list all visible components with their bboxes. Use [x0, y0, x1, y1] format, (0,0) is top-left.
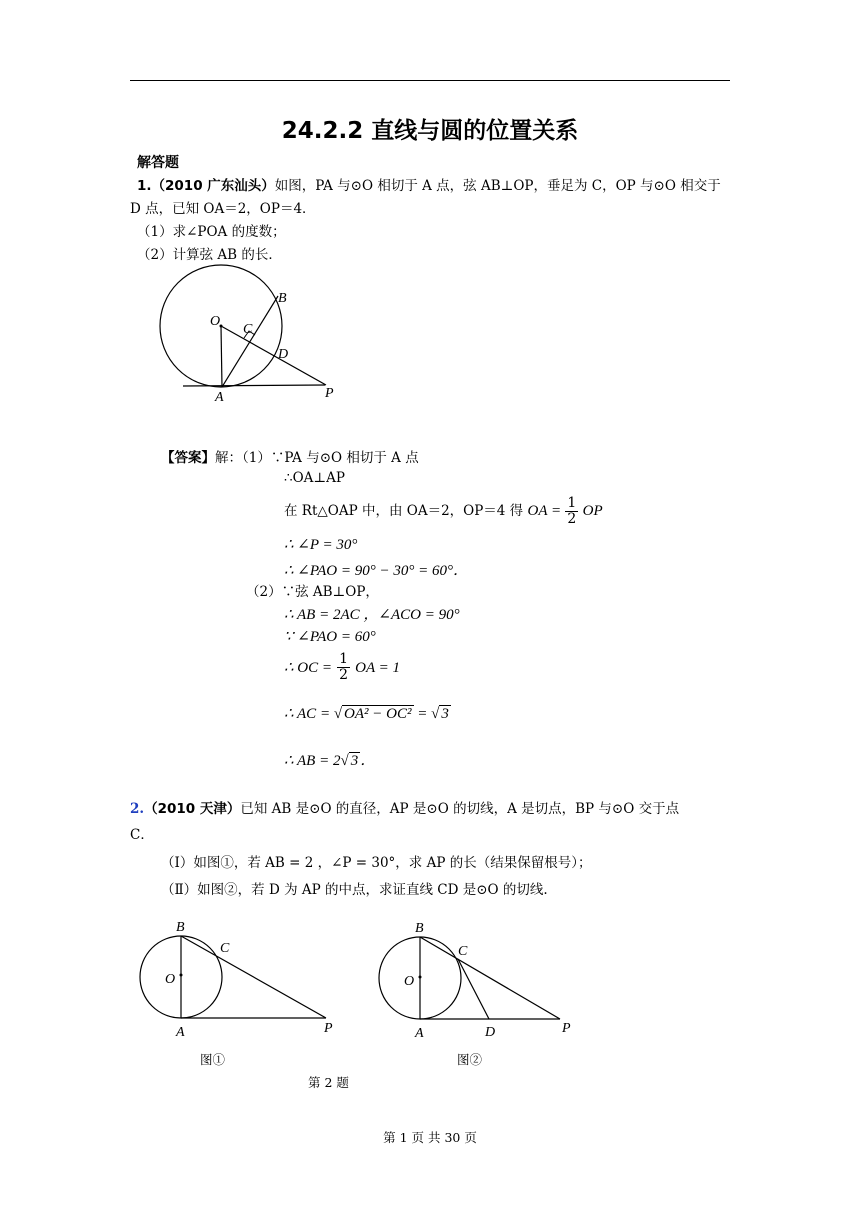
answer1-part2-step4: [284, 704, 451, 723]
fig2-label-d: D: [485, 1025, 496, 1040]
step4-equals: =: [417, 706, 428, 722]
q1-label-b: B: [278, 291, 287, 306]
q1-part2: （2）计算弦 AB 的长．: [137, 247, 282, 263]
fig1-label-o: O: [165, 972, 176, 987]
fraction-denominator: 2: [339, 667, 349, 683]
header-rule: [130, 80, 730, 81]
q1-segment-op: [221, 326, 326, 385]
fig1-center-dot: [180, 974, 183, 977]
q2-figure1: [140, 920, 333, 1040]
step5-end: ．: [360, 753, 376, 769]
answer1-part2-step1: ∴ AB = 2AC ，∠ACO = 90°: [284, 607, 460, 623]
answer1-step2-fraction: [565, 496, 578, 527]
sqrt-sign: √: [340, 753, 349, 769]
fig1-label-b: B: [176, 920, 185, 935]
fraction-numerator: 1: [567, 495, 577, 511]
answer1-part2-step2: ∵ ∠PAO = 60°: [284, 629, 376, 645]
q2-figures: [130, 915, 610, 1045]
answer1-lead: [161, 446, 419, 466]
q1-label-o: O: [210, 314, 221, 329]
q2-part2: （Ⅱ）如图②，若 D 为 AP 的中点，求证直线 CD 是⊙O 的切线.: [161, 882, 548, 898]
fig1-label-p: P: [324, 1021, 333, 1036]
step4-lhs: ∴ AC =: [284, 706, 331, 722]
section-heading: 解答题: [137, 155, 179, 171]
q1-label-p: P: [325, 386, 334, 401]
q1-stem-text: 如图，PA 与⊙O 相切于 A 点，弦 AB⊥OP，垂足为 C，OP 与⊙O 相交于: [274, 178, 721, 194]
fig2-center-dot: [419, 976, 422, 979]
fraction-numerator: 1: [339, 651, 349, 667]
step3-rhs: OA = 1: [355, 660, 400, 676]
step3-fraction: [337, 652, 350, 683]
step5-lhs: ∴ AB = 2: [284, 753, 341, 769]
answer1-step2-lhs: OA =: [527, 503, 562, 519]
q1-part1: （1）求∠POA 的度数；: [137, 224, 286, 240]
answer1-step1: ∴OA⊥AP: [284, 470, 345, 486]
fraction-denominator: 2: [567, 511, 577, 527]
q2-part1: （Ⅰ）如图①，若 AB = 2 ，∠P = 30°，求 AP 的长（结果保留根号）；: [161, 855, 592, 871]
q2-number: 2.: [130, 801, 145, 817]
sqrt-sign: √: [333, 706, 343, 722]
figure-set-title: 第 2 题: [308, 1075, 349, 1090]
q1-chord-ab: [222, 296, 278, 387]
fig2-label-a: A: [415, 1026, 424, 1041]
sqrt-radicand-2: 3: [441, 706, 449, 722]
q1-label-d: D: [278, 347, 289, 362]
answer1-part2-step5: [284, 749, 375, 770]
fig2-caption: 图②: [457, 1052, 483, 1067]
q2-figure2: [379, 921, 571, 1041]
answer-tag: 【答案】: [161, 450, 215, 466]
fig2-label-o: O: [404, 974, 415, 989]
q1-stem-line1: [137, 174, 721, 194]
fig1-secant-bp: [181, 936, 326, 1018]
answer1-part2-step3: [284, 652, 400, 683]
fig1-label-a: A: [176, 1025, 185, 1040]
page-title: 24.2.2 直线与圆的位置关系: [281, 118, 579, 144]
q1-stem-line2: D 点，已知 OA＝2，OP＝4．: [130, 201, 316, 217]
answer1-step2-rhs: OP: [582, 503, 603, 519]
fig2-secant-bp: [420, 937, 560, 1019]
fig2-label-c: C: [458, 944, 468, 959]
fig1-label-c: C: [220, 941, 230, 956]
page-footer: 第 1 页 共 30 页: [383, 1130, 477, 1145]
fig2-label-p: P: [562, 1021, 571, 1036]
sqrt-radicand: OA² − OC²: [344, 706, 412, 722]
sqrt-sign: √: [431, 706, 440, 722]
q1-label-c: C: [243, 322, 253, 337]
fig1-caption: 图①: [200, 1052, 226, 1067]
q2-stem-line2: C．: [130, 827, 154, 843]
q2-source: （2010 天津）: [144, 801, 241, 817]
sqrt-radicand-3: 3: [350, 753, 359, 769]
q1-figure: [150, 260, 350, 410]
answer1-step2-text: 在 Rt△OAP 中，由 OA＝2，OP＝4 得: [284, 503, 524, 519]
answer1-step3: ∴ ∠P = 30°: [284, 537, 358, 553]
answer1-step2: [284, 496, 603, 527]
q1-label-a: A: [215, 390, 224, 405]
answer1-lead-text: 解：（1）∵PA 与⊙O 相切于 A 点: [215, 450, 419, 466]
q2-stem-text: 已知 AB 是⊙O 的直径，AP 是⊙O 的切线，A 是切点，BP 与⊙O 交于点: [240, 801, 680, 817]
q1-source: 1.（2010 广东汕头）: [137, 178, 275, 194]
answer1-part2-lead: （2）∵弦 AB⊥OP，: [246, 584, 379, 600]
step3-lhs: ∴ OC =: [284, 660, 333, 676]
q1-segment-oa: [221, 326, 222, 387]
fig2-label-b: B: [415, 921, 424, 936]
answer1-step4: ∴ ∠PAO = 90° − 30° = 60°．: [284, 563, 468, 579]
q2-stem-line1: [130, 797, 679, 817]
